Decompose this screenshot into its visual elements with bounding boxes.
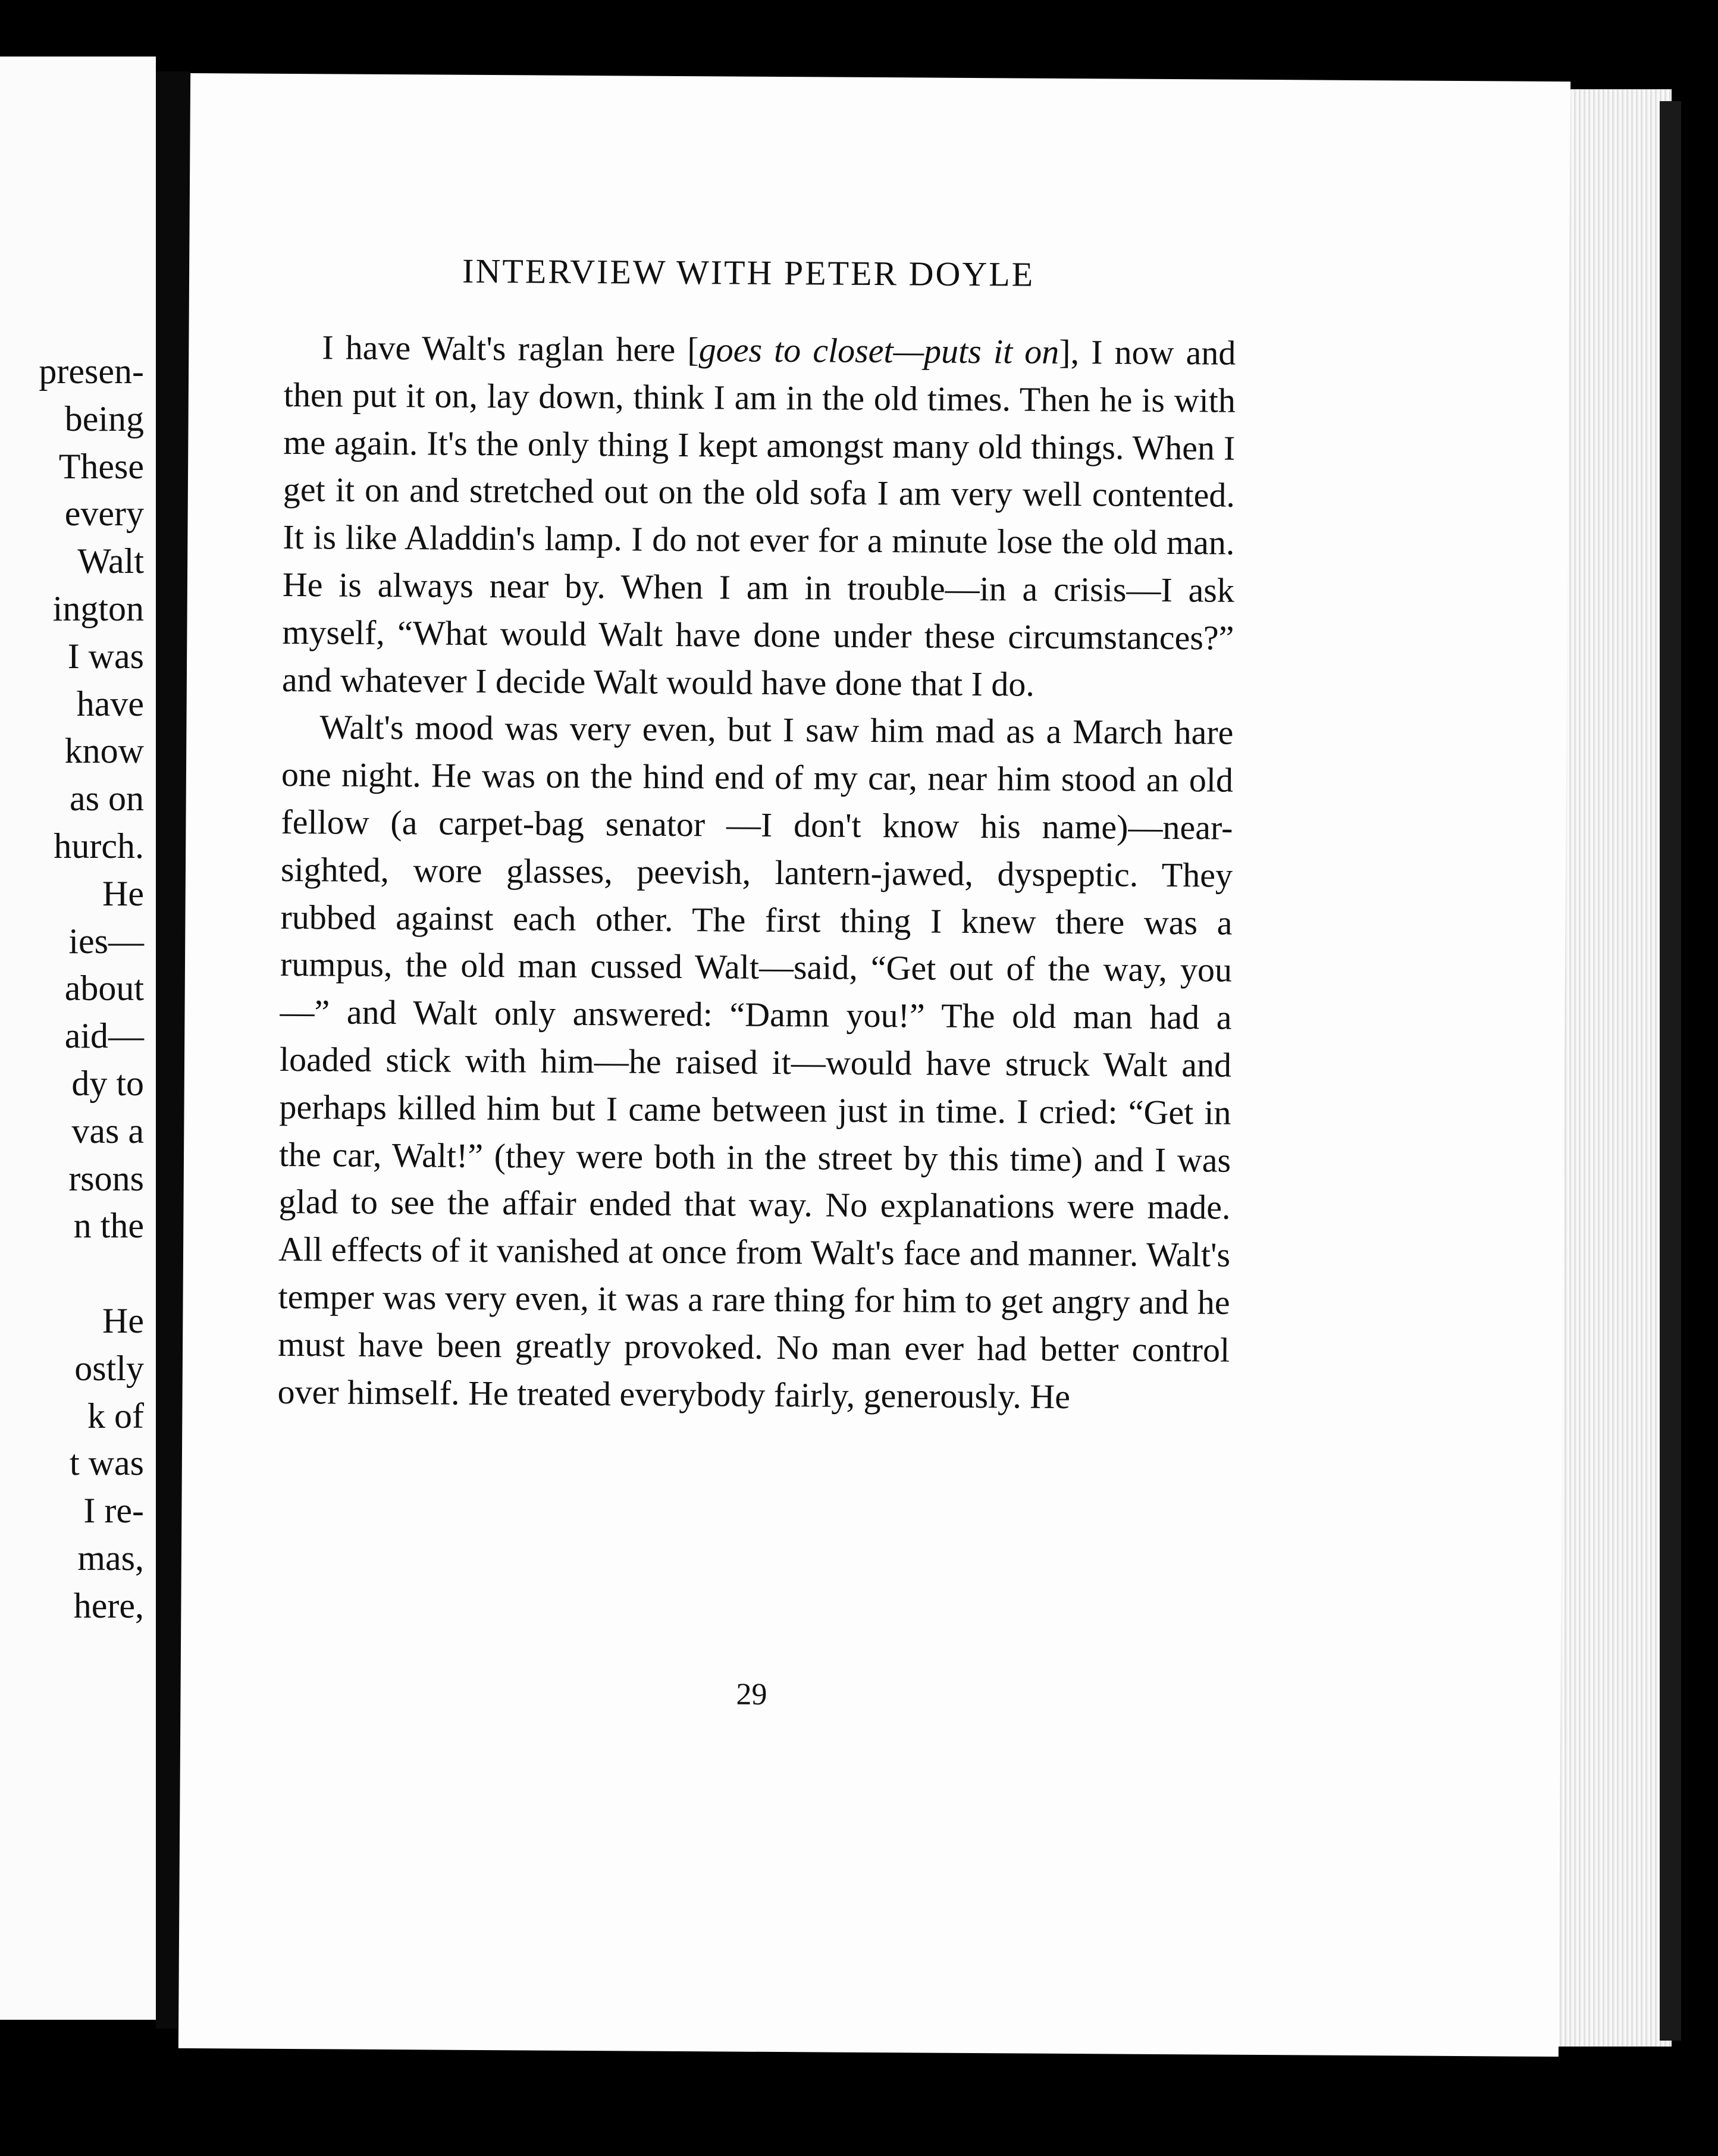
left-page-text: [39, 348, 144, 1630]
book-page: [178, 73, 1570, 2057]
left-page-line: He: [102, 873, 144, 913]
left-page-line: as on: [70, 779, 144, 819]
left-page-line: have: [76, 684, 144, 723]
left-page-line: about: [64, 969, 144, 1008]
left-page-line: t was: [70, 1443, 144, 1483]
left-page-line: ies—: [68, 921, 144, 961]
left-page-line: every: [64, 494, 144, 534]
left-page-line: mas,: [77, 1538, 144, 1578]
paragraph-2: Walt's mood was very even, but I saw him mad as a March hare one night. He was on the hind end of my car, near him stood an old fellow (a carpet-bag senator —I don't know his name)—near-sighted, wore glasses, peevish, lantern-jawed, dyspeptic. They rubbed against each other. The first thing I knew there was a rumpus, the old man cussed Walt—said, “Get out of the way, you —” and Walt only answered: “Damn you!” The old man had a loaded stick with him—he raised it—would have struck Walt and perhaps killed him but I came between just in time. I cried: “Get in the car, Walt!” (they were both in the street by this time) and I was glad to see the affair ended that way. No explanations were made. All effects of it vanished at once from Walt's face and manner. Walt's temper was very even, it was a rare thing for him to get angry and he must have been greatly provoked. No man ever had better control over himself. He treated everybody fairly, generously. He: [277, 707, 1234, 1416]
left-page-line: He: [102, 1301, 144, 1340]
left-page-line: n the: [73, 1206, 144, 1246]
page-edges-shadow: [1660, 101, 1681, 2041]
left-page-line: know: [64, 731, 144, 771]
left-page-line: I was: [67, 636, 144, 676]
left-page-line: vas a: [71, 1111, 144, 1151]
left-page-line: Walt: [77, 541, 144, 581]
page-edges: [1553, 89, 1672, 2047]
left-page-line: I re-: [83, 1491, 144, 1531]
stage-direction: goes to closet—puts it on: [698, 330, 1059, 371]
left-page-line: presen-: [39, 352, 144, 391]
left-page-line: hurch.: [54, 826, 144, 866]
left-page-line: here,: [73, 1585, 144, 1625]
left-page-line: k of: [87, 1396, 144, 1436]
left-page-line: dy to: [71, 1063, 144, 1103]
paragraph-1: [282, 324, 1236, 709]
left-page-line: ostly: [74, 1348, 144, 1388]
page-body: [277, 324, 1236, 1421]
left-page-line: [39, 1250, 144, 1298]
paragraph-1-rest: ], I now and then put it on, lay down, think I am in the old times. Then he is with me again. It's the only thing I kept amongst many old things. When I get it on and stretched out on the old sofa I am very well contented. It is like Aladdin's lamp. I do not ever for a minute lose the old man. He is always near by. When I am in trouble—in a crisis—I ask myself, “What would Walt have done under these circumstances?” and whatever I decide Walt would have done that I do.: [281, 332, 1236, 704]
paragraph-1-start: I have Walt's raglan here [: [322, 328, 699, 369]
running-head: INTERVIEW WITH PETER DOYLE: [462, 251, 1035, 294]
page-number: 29: [736, 1677, 767, 1712]
left-page-line: rsons: [68, 1158, 144, 1198]
left-facing-page: [0, 57, 156, 2020]
left-page-line: These: [58, 446, 144, 486]
left-page-line: being: [64, 399, 144, 438]
left-page-line: ington: [52, 588, 144, 628]
left-page-line: aid—: [64, 1016, 144, 1056]
